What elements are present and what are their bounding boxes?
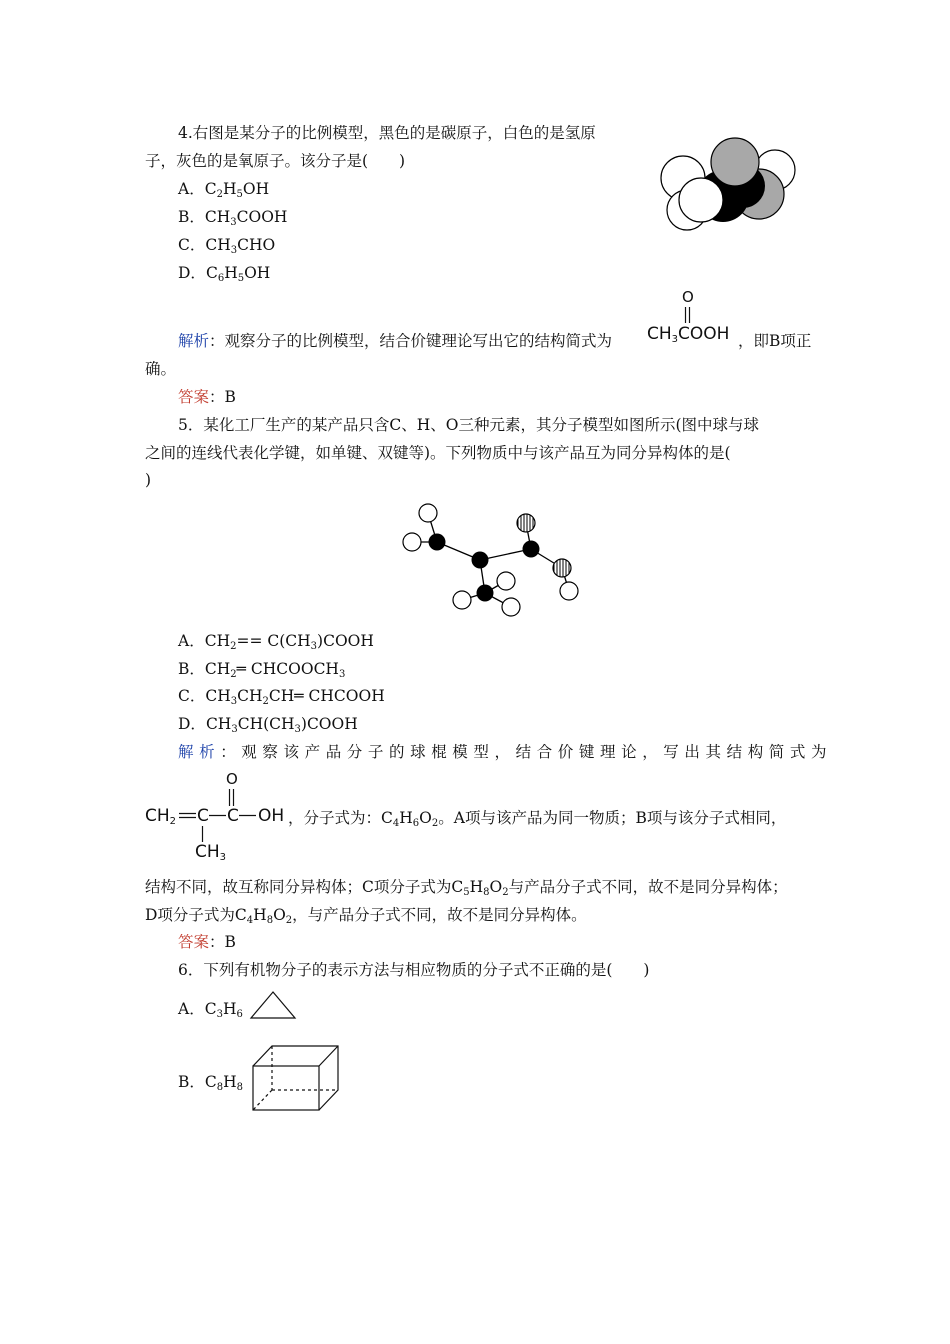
q5-stem-line1: 5．某化工厂生产的某产品只含C、H、O三种元素，其分子模型如图所示(图中球与球 <box>178 416 759 434</box>
hydrogen-ball <box>497 572 515 590</box>
q5-formula-line: ，分子式为：$C_4H_6O_2$。A项与该产品为同一物质；B项与该分子式相同， <box>288 809 787 829</box>
hydrogen-ball <box>453 591 471 609</box>
q4-structure-acetic-acid <box>647 288 737 348</box>
answer-label: 答案 <box>178 388 210 406</box>
q4-option-a[interactable]: A．$C_2H_5OH$ <box>178 180 270 200</box>
q5-answer: 答案：B <box>178 933 236 951</box>
struct-ch3: $CH_3$ <box>195 842 227 863</box>
q4-option-c[interactable]: C．$CH_3CHO$ <box>178 236 276 256</box>
hydrogen-ball <box>419 504 437 522</box>
q4-stem-line2: 子，灰色的是氧原子。该分子是( ) <box>145 152 406 170</box>
q5-analysis-line3: D项分子式为$C_4H_8O_2$，与产品分子式不同，故不是同分异构体。 <box>145 906 587 926</box>
q6-option-b[interactable]: B．$C_8H_8$ <box>178 1073 244 1093</box>
q5-stem-line3: ) <box>145 471 152 489</box>
q4-option-b[interactable]: B．$CH_3COOH$ <box>178 208 288 228</box>
q5-analysis: 解析：观察该产品分子的球棍模型，结合价键理论，写出其结构简式为 <box>178 743 833 761</box>
q4-analysis-tail: ，即B项正 <box>738 332 812 350</box>
carbon-ball <box>523 541 540 558</box>
answer-label: 答案 <box>178 933 210 951</box>
space-filling-model <box>655 132 800 240</box>
struct-oxygen: O <box>226 770 238 788</box>
hydrogen-ball <box>502 598 520 616</box>
struct-c2: C <box>227 806 239 826</box>
hydrogen-ball <box>560 582 578 600</box>
analysis-label: 解析 <box>178 332 210 350</box>
q5-option-b[interactable]: B．$CH_2═$ $CHCOOCH_3$ <box>178 660 346 680</box>
cubane-cube <box>250 1042 342 1114</box>
q5-option-c[interactable]: C．$CH_3CH_2CH═$ CHCOOH <box>178 687 385 707</box>
oxygen-ball <box>517 514 535 532</box>
struct-text: $CH_3COOH$ <box>647 324 730 345</box>
q4-analysis-line2: 确。 <box>145 360 177 378</box>
analysis-label: 解析 <box>178 743 221 761</box>
struct-ch2: $CH_2$ <box>145 806 177 827</box>
q4-answer: 答案：B <box>178 388 236 406</box>
hydrogen-atom <box>679 178 723 222</box>
q4-stem-line1: 4.右图是某分子的比例模型，黑色的是碳原子，白色的是氢原 <box>178 124 596 142</box>
q6-stem: 6．下列有机物分子的表示方法与相应物质的分子式不正确的是( ) <box>178 961 650 979</box>
cyclopropane-triangle <box>248 990 298 1022</box>
q5-option-a[interactable]: A．$CH_2==$ $C(CH_3)COOH$ <box>178 632 374 652</box>
struct-oxygen: O <box>682 288 694 306</box>
struct-bonds <box>145 770 290 865</box>
q4-option-d[interactable]: D．$C_6H_5OH$ <box>178 264 271 284</box>
struct-oh: OH <box>258 806 285 826</box>
ball-and-stick-model <box>400 500 585 620</box>
q6-option-a[interactable]: A．$C_3H_6$ <box>178 1000 243 1020</box>
q5-analysis-line2: 结构不同，故互称同分异构体；C项分子式为$C_5H_8O_2$与产品分子式不同，故不是同分异构体； <box>145 878 788 898</box>
q5-stem-line2: 之间的连线代表化学键，如单键、双键等)。下列物质中与该产品互为同分异构体的是( <box>145 444 731 462</box>
hydrogen-ball <box>403 533 421 551</box>
carbon-ball <box>477 585 494 602</box>
struct-c1: C <box>197 806 209 826</box>
q4-analysis: 解析：观察分子的比例模型，结合价键理论写出它的结构简式为 <box>178 332 613 350</box>
q5-structural-formula <box>145 770 290 865</box>
carbon-ball <box>472 552 489 569</box>
oxygen-atom <box>711 138 759 186</box>
carbon-ball <box>429 534 446 551</box>
oxygen-ball <box>553 559 571 577</box>
q5-option-d[interactable]: D．$CH_3CH(CH_3)COOH$ <box>178 715 358 735</box>
